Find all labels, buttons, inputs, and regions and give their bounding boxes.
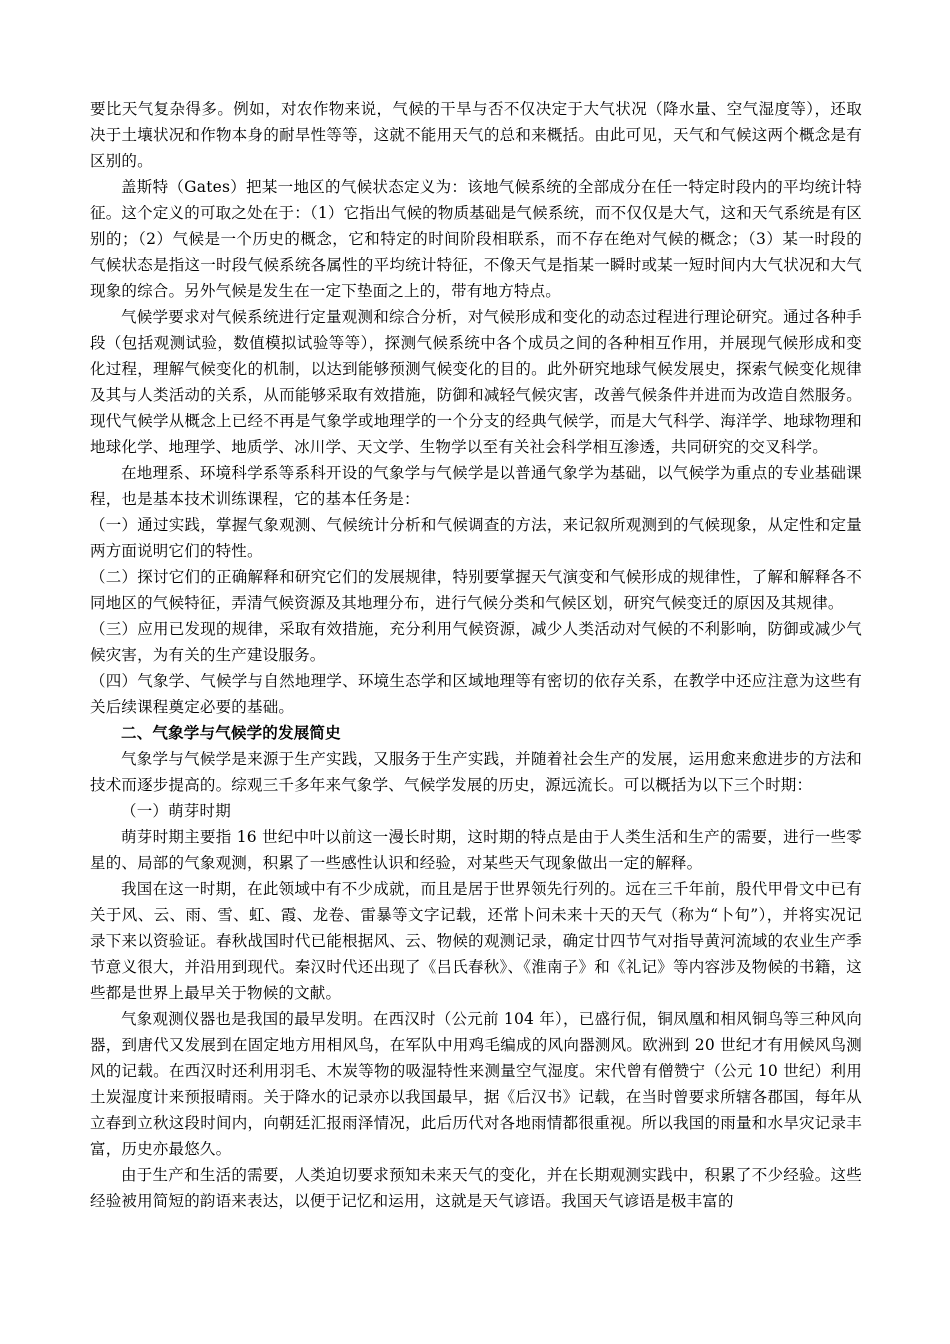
document-page [90, 96, 862, 1214]
paragraph-weather-proverbs: 由于生产和生活的需要，人类迫切要求预知未来天气的变化，并在长期观测实践中，积累了不少经验。这些经验被用简短的韵语来表达，以便于记忆和运用，这就是天气谚语。我国天气谚语是极丰富的 [90, 1166, 862, 1210]
paragraph-climatology-requirements: 气候学要求对气候系统进行定量观测和综合分析，对气候形成和变化的动态过程进行理论研究。通过各种手段（包括观测试验，数值模拟试验等等），探测气候系统中各个成员之间的各种相互作用，并展现气候形成和变化过程，理解气候变化的机制，以达到能够预测气候变化的目的。此外研究地球气候发展史，探索气候变化规律及其与人类活动的关系，从而能够采取有效措施，防御和减轻气候灾害，改善气候条件并进而为改造自然服务。现代气候学从概念上已经不再是气象学或地理学的一个分支的经典气候学，而是大气科学、海洋学、地球物理和地球化学、地理学、地质学、冰川学、天文学、生物学以至有关社会科学相互渗透，共同研究的交叉科学。 [90, 308, 862, 456]
subsection-heading-sprouting-period: （一）萌芽时期 [121, 802, 231, 820]
paragraph-instruments: 气象观测仪器也是我国的最早发明。在西汉时（公元前 104 年），已盛行侃，铜凤凰和相风铜鸟等三种风向器，到唐代又发展到在固定地方用相风鸟，在军队中用鸡毛编成的风向器测风。欧洲到 20 世纪才有用候风鸟测风的记载。在西汉时还利用羽毛、木炭等物的吸湿特性来测量空气湿度。宋代曾有僧赞宁（公元 10 世纪）利用土炭湿度计来预报晴雨。关于降水的记录亦以我国最早，据《后汉书》记载，在当时曾要求所辖各郡国，每年从立春到立秋这段时间内，向朝廷汇报雨泽情况，此后历代对各地雨情都很重视。所以我国的雨量和水旱灾记录丰富，历史亦最悠久。 [90, 1010, 862, 1158]
list-item-task-1: （一）通过实践，掌握气象观测、气候统计分析和气候调查的方法，来记叙所观测到的气候现象，从定性和定量两方面说明它们的特性。 [90, 516, 862, 560]
section-heading-history: 二、气象学与气候学的发展简史 [121, 723, 341, 742]
list-item-task-3: （三）应用已发现的规律，采取有效措施，充分利用气候资源，减少人类活动对气候的不利影响，防御或减少气候灾害，为有关的生产建设服务。 [90, 620, 862, 664]
paragraph-gates-definition: 盖斯特（Gates）把某一地区的气候状态定义为：该地气候系统的全部成分在任一特定时段内的平均统计特征。这个定义的可取之处在于：（1）它指出气候的物质基础是气候系统，而不仅仅是大气，这和天气系统是有区别的；（2）气候是一个历史的概念，它和特定的时间阶段相联系，而不存在绝对气候的概念；（3）某一时段的气候状态是指这一时段气候系统各属性的平均统计特征，不像天气是指某一瞬时或某一短时间内大气状况和大气现象的综合。另外气候是发生在一定下垫面之上的，带有地方特点。 [90, 178, 862, 300]
paragraph-course-tasks-intro: 在地理系、环境科学系等系科开设的气象学与气候学是以普通气象学为基础，以气候学为重点的专业基础课程，也是基本技术训练课程，它的基本任务是： [90, 464, 862, 508]
list-item-task-4: （四）气象学、气候学与自然地理学、环境生态学和区域地理等有密切的依存关系，在教学中还应注意为这些有关后续课程奠定必要的基础。 [90, 672, 862, 716]
paragraph-climate-vs-weather: 要比天气复杂得多。例如，对农作物来说，气候的干旱与否不仅决定于大气状况（降水量、空气湿度等），还取决于土壤状况和作物本身的耐旱性等等，这就不能用天气的总和来概括。由此可见，天气和气候这两个概念是有区别的。 [90, 100, 862, 170]
list-item-task-2: （二）探讨它们的正确解释和研究它们的发展规律，特别要掌握天气演变和气候形成的规律性，了解和解释各不同地区的气候特征，弄清气候资源及其地理分布，进行气候分类和气候区划，研究气候变迁的原因及其规律。 [90, 568, 862, 612]
paragraph-history-overview: 气象学与气候学是来源于生产实践，又服务于生产实践，并随着社会生产的发展，运用愈来愈进步的方法和技术而逐步提高的。综观三千多年来气象学、气候学发展的历史，源远流长。可以概括为以下三个时期： [90, 750, 862, 794]
paragraph-sprouting-period: 萌芽时期主要指 16 世纪中叶以前这一漫长时期，这时期的特点是由于人类生活和生产的需要，进行一些零星的、局部的气象观测，积累了一些感性认识和经验，对某些天气现象做出一定的解释。 [90, 828, 862, 872]
paragraph-china-achievements: 我国在这一时期，在此领域中有不少成就，而且是居于世界领先行列的。远在三千年前，殷代甲骨文中已有关于风、云、雨、雪、虹、霞、龙卷、雷暴等文字记载，还常卜问未来十天的天气（称为“卜旬”），并将实况记录下来以资验证。春秋战国时代已能根据风、云、物候的观测记录，确定廿四节气对指导黄河流域的农业生产季节意义很大，并沿用到现代。秦汉时代还出现了《吕氏春秋》、《淮南子》和《礼记》等内容涉及物候的书籍，这些都是世界上最早关于物候的文献。 [90, 880, 862, 1002]
